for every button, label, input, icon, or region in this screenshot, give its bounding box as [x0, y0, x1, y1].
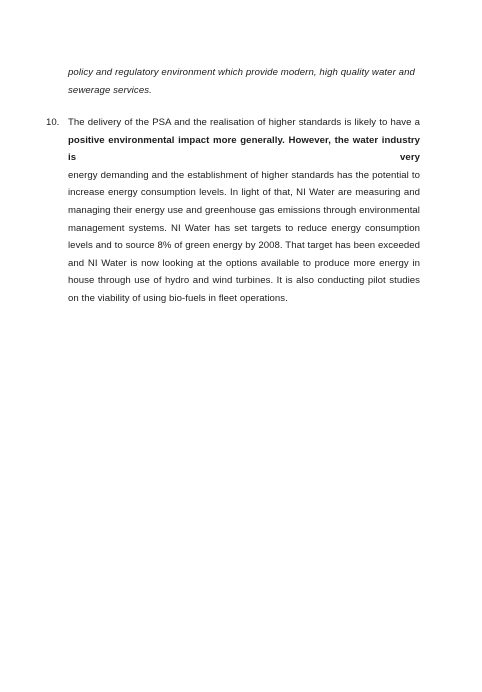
paragraph-line: levels and to source 8% of green energy by 2008. That target has been exceeded: [68, 240, 420, 252]
paragraph-line: positive environmental impact more generally. However, the water industry is very: [68, 134, 420, 164]
paragraph-line: management systems. NI Water has set targets to reduce energy consumption: [68, 222, 420, 234]
paragraph-line: energy demanding and the establishment of higher standards has the potential to: [68, 169, 420, 181]
paragraph-line: managing their energy use and greenhouse gas emissions through environmental: [68, 204, 420, 216]
paragraph-line: increase energy consumption levels. In light of that, NI Water are measuring and: [68, 187, 420, 199]
intro-text: [68, 64, 420, 99]
paragraph-line: house through use of hydro and wind turbines. It is also conducting pilot studies: [68, 275, 420, 287]
intro-line: sewerage services.: [68, 84, 152, 96]
paragraph-body: [68, 114, 420, 308]
paragraph-line: and NI Water is now looking at the options available to produce more energy in: [68, 257, 420, 269]
paragraph-line: on the viability of using bio-fuels in fleet operations.: [68, 292, 288, 304]
paragraph-number: 10.: [46, 117, 60, 128]
intro-line: policy and regulatory environment which provide modern, high quality water and: [68, 67, 415, 78]
paragraph-line: The delivery of the PSA and the realisation of higher standards is likely to have a: [68, 117, 420, 128]
